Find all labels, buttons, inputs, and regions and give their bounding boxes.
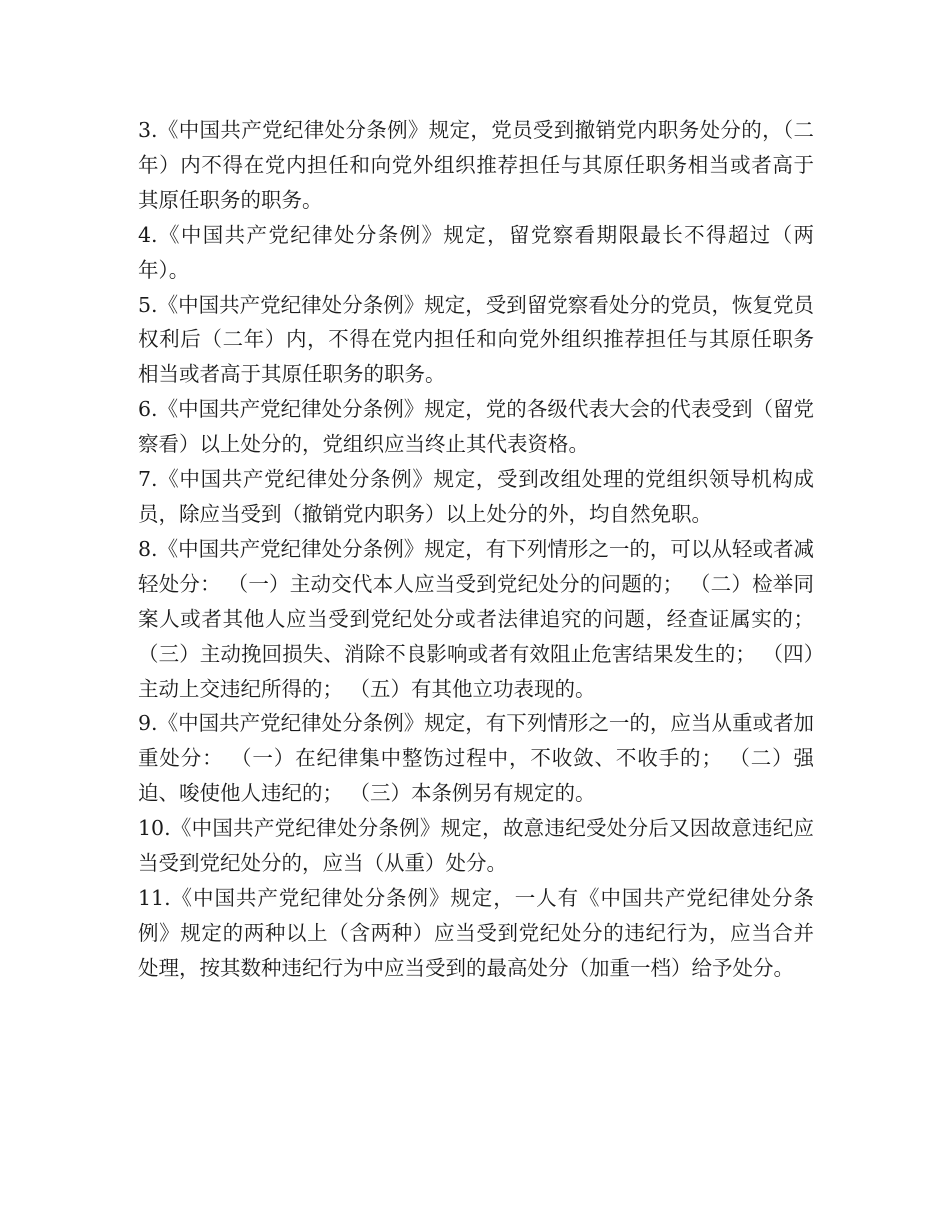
list-item: 4.《中国共产党纪律处分条例》规定，留党察看期限最长不得超过（两年）。 xyxy=(138,222,814,282)
list-item: 9.《中国共产党纪律处分条例》规定，有下列情形之一的，应当从重或者加重处分： （一）在纪律集中整饬过程中，不收敛、不收手的； （二）强迫、唆使他人违纪的； （三）本条例另有规定的。 xyxy=(138,711,814,806)
list-item: 8.《中国共产党纪律处分条例》规定，有下列情形之一的，可以从轻或者减轻处分： （一）主动交代本人应当受到党纪处分的问题的； （二）检举同案人或者其他人应当受到党纪处分或者法律追究的问题，经查证属实的； （三）主动挽回损失、消除不良影响或者有效阻止危害结果发生的； （四）主动上交违纪所得的； （五）有其他立功表现的。 xyxy=(138,536,814,701)
document-body xyxy=(138,113,814,986)
list-item: 5.《中国共产党纪律处分条例》规定，受到留党察看处分的党员，恢复党员权利后（二年）内，不得在党内担任和向党外组织推荐担任与其原任职务相当或者高于其原任职务的职务。 xyxy=(138,292,814,387)
list-item: 11.《中国共产党纪律处分条例》规定，一人有《中国共产党纪律处分条例》规定的两种以上（含两种）应当受到党纪处分的违纪行为，应当合并处理，按其数种违纪行为中应当受到的最高处分（加重一档）给予处分。 xyxy=(138,885,814,980)
list-item: 3.《中国共产党纪律处分条例》规定，党员受到撤销党内职务处分的，（二年）内不得在党内担任和向党外组织推荐担任与其原任职务相当或者高于其原任职务的职务。 xyxy=(138,118,814,212)
list-item: 10.《中国共产党纪律处分条例》规定，故意违纪受处分后又因故意违纪应当受到党纪处分的，应当（从重）处分。 xyxy=(138,816,814,876)
list-item: 7.《中国共产党纪律处分条例》规定，受到改组处理的党组织领导机构成员，除应当受到（撤销党内职务）以上处分的外，均自然免职。 xyxy=(138,467,814,526)
list-item: 6.《中国共产党纪律处分条例》规定，党的各级代表大会的代表受到（留党察看）以上处分的，党组织应当终止其代表资格。 xyxy=(138,397,814,457)
